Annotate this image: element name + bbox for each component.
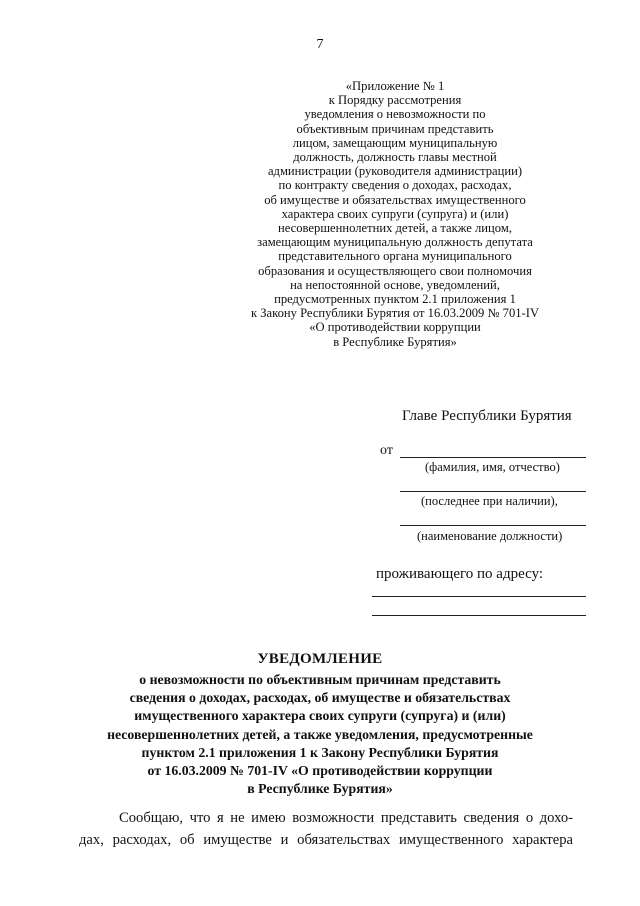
appendix-line: в Республике Бурятия» <box>333 334 457 349</box>
document-subtitle <box>60 671 580 798</box>
appendix-line: замещающим муниципальную должность депутата <box>257 235 533 250</box>
appendix-line: должность, должность главы местной <box>293 150 497 165</box>
appendix-line: объективным причинам представить <box>296 121 494 136</box>
subtitle-line: несовершеннолетних детей, а также уведомления, предусмотренные <box>107 726 533 742</box>
fio-blank-line <box>400 457 586 458</box>
subtitle-line: сведения о доходах, расходах, об имуществе и обязательствах <box>129 690 511 706</box>
appendix-line: образования и осуществляющего свои полномочия <box>258 263 532 278</box>
extra-blank-line <box>400 491 586 492</box>
appendix-line: несовершеннолетних детей, а также лицом, <box>278 221 512 236</box>
appendix-line: уведомления о невозможности по <box>304 107 486 122</box>
address-line-2 <box>372 615 586 616</box>
appendix-line: характера своих супруги (супруга) и (или) <box>281 206 509 221</box>
last-name-hint: (последнее при наличии), <box>421 494 558 508</box>
subtitle-line: имущественного характера своих супруги (супруга) и (или) <box>134 708 506 724</box>
position-hint: (наименование должности) <box>417 529 563 543</box>
appendix-line: представительного органа муниципального <box>278 249 512 264</box>
appendix-line: по контракту сведения о доходах, расходах, <box>278 178 512 193</box>
subtitle-line: пунктом 2.1 приложения 1 к Закону Республики Бурятия <box>141 744 499 760</box>
appendix-line: предусмотренных пунктом 2.1 приложения 1 <box>274 292 516 307</box>
body-text <box>79 807 573 851</box>
appendix-line: «Приложение № 1 <box>345 79 445 93</box>
address-line-1 <box>372 596 586 597</box>
subtitle-line: от 16.03.2009 № 701-IV «О противодействии коррупции <box>147 763 493 779</box>
appendix-line: об имуществе и обязательствах имущественного <box>264 192 526 207</box>
subtitle-line: о невозможности по объективным причинам представить <box>139 672 501 687</box>
subtitle-line: в Республике Бурятия» <box>247 781 393 797</box>
document-title: УВЕДОМЛЕНИЕ <box>257 651 383 667</box>
residing-label: проживающего по адресу: <box>376 566 544 582</box>
appendix-line: администрации (руководителя администрации) <box>267 164 523 179</box>
fio-hint: (фамилия, имя, отчество) <box>425 460 560 474</box>
appendix-line: к Закону Республики Бурятия от 16.03.2009 № 701-IV <box>250 306 540 321</box>
page-number: 7 <box>316 37 324 52</box>
from-label: от <box>380 443 393 458</box>
body-line: дах, расходах, об имуществе и обязательствах имущественного характера <box>79 832 573 848</box>
appendix-line: к Порядку рассмотрения <box>328 93 462 108</box>
position-blank-line <box>400 525 586 526</box>
addressee: Главе Республики Бурятия <box>402 408 572 424</box>
body-line: Сообщаю, что я не имею возможности представить сведения о дохо- <box>119 810 573 826</box>
appendix-block <box>240 79 550 349</box>
appendix-line: лицом, замещающим муниципальную <box>292 135 498 150</box>
appendix-line: на непостоянной основе, уведомлений, <box>290 277 500 292</box>
appendix-line: «О противодействии коррупции <box>309 320 481 335</box>
